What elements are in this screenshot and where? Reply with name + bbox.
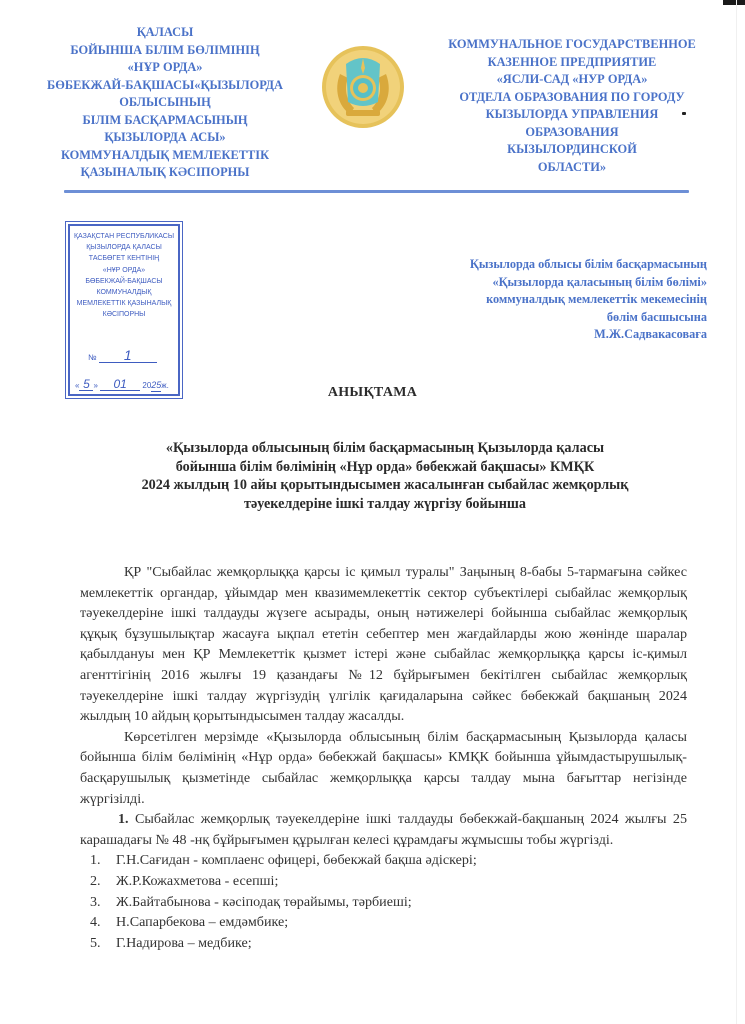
letterhead-russian-line: «ЯСЛИ-САД «НУР ОРДА» (496, 72, 648, 86)
letterhead-russian-line: КОММУНАЛЬНОЕ ГОСУДАРСТВЕННОЕ (448, 37, 696, 51)
letterhead-kazakh-line: БӨБЕКЖАЙ-БАҚШАСЫ«ҚЫЗЫЛОРДА (47, 77, 283, 92)
stamp-date-day: 5 (79, 379, 93, 391)
letterhead-russian-line: ОБРАЗОВАНИЯ (525, 124, 619, 139)
subject-line: бойынша білім бөлімінің «Нұр орда» бөбекжай бақшасы» КМҚК (175, 458, 595, 475)
list-item (90, 871, 687, 892)
scan-speck (682, 112, 686, 115)
document-subject (60, 439, 710, 513)
letterhead-russian-line: КЫЗЫЛОРДА УПРАВЛЕНИЯ (485, 107, 659, 121)
list-item-text: Г.Н.Сағидан - комплаенс офицері, бөбекжай бақша әдіскері; (116, 852, 477, 869)
addressee-line: бөлім басшысына (606, 309, 707, 324)
letterhead-kazakh-line: ОБЛЫСЫНЫҢ (119, 95, 211, 109)
addressee-line: М.Ж.Садвакасоваға (594, 327, 707, 342)
stamp-line: БӨБЕКЖАЙ-БАҚШАСЫ (85, 277, 163, 285)
stamp-number-value: 1 (99, 348, 157, 363)
addressee-line: «Қызылорда қаласының білім бөлімі» (492, 274, 707, 289)
letterhead-kazakh-line: БОЙЫНША БІЛІМ БӨЛІМІНІҢ (70, 42, 260, 57)
list-item-number: 2. (90, 872, 101, 889)
letterhead-kazakh-line: ҚЫЗЫЛОРДА АСЫ» (104, 130, 226, 144)
item-number: 1. (118, 811, 129, 828)
letterhead-russian-line: КАЗЕННОЕ ПРЕДПРИЯТИЕ (487, 54, 657, 69)
list-item-number: 5. (90, 934, 101, 951)
stamp-number-label: № (88, 353, 97, 362)
stamp-date-year-prefix: 20 (142, 381, 152, 390)
letterhead-kazakh-line: ҚАЛАСЫ (136, 25, 194, 39)
stamp-line: ҚАЗАҚСТАН РЕСПУБЛИКАСЫ (73, 233, 175, 240)
document-title: АНЫҚТАМА (327, 385, 418, 400)
letterhead-russian-line: ОБЛАСТИ» (537, 159, 607, 174)
letterhead-russian-line: ОТДЕЛА ОБРАЗОВАНИЯ ПО ГОРОДУ (459, 89, 685, 104)
letterhead-divider (64, 190, 689, 193)
stamp-date-year-unit: ж. (161, 381, 169, 390)
list-item-text: Н.Сапарбекова – емдәмбике; (116, 914, 289, 931)
stamp-line: МЕМЛЕКЕТТІК ҚАЗЫНАЛЫҚ (76, 300, 172, 308)
stamp-line: «НҰР ОРДА» (102, 266, 146, 274)
list-item-number: 3. (90, 893, 101, 910)
item-text: Сыбайлас жемқорлық тәуекелдеріне ішкі талдауды бөбекжай-бақшаның 2024 жылғы 25 карашадағы № 48 -нқ бұйрығымен құрылған келесі құрамдағы жұмысшы тобы жүргізді. (80, 811, 687, 848)
scan-corner-mark (723, 0, 745, 5)
subject-line: 2024 жылдың 10 айы қорытындысымен жасалынған сыбайлас жемқорлық (141, 477, 629, 494)
list-item-text: Г.Надирова – медбике; (116, 934, 252, 951)
list-item (90, 892, 687, 913)
addressee-line: Қызылорда облысы білім басқармасының (469, 257, 707, 271)
list-item-number: 4. (90, 914, 101, 931)
stamp-number-row (88, 348, 176, 363)
list-item-text: Ж.Байтабынова - кәсіподақ төрайымы, тәрбиеші; (116, 893, 412, 910)
addressee-line: коммуналдық мемлекеттік мекемесінің (486, 292, 707, 307)
stamp-line: ҚЫЗЫЛОРДА ҚАЛАСЫ (86, 244, 162, 252)
stamp-date-year-suffix: 25 (151, 380, 161, 392)
kazakhstan-state-emblem-icon (320, 44, 406, 130)
list-item (90, 912, 687, 933)
stamp-date-month: 01 (100, 379, 140, 391)
letterhead-russian-line: КЫЗЫЛОРДИНСКОЙ (507, 142, 637, 156)
list-item-text: Ж.Р.Кожахметова - есепші; (116, 872, 279, 889)
letterhead-kazakh-line: БІЛІМ БАСҚАРМАСЫНЫҢ (82, 112, 248, 127)
stamp-line: КӘСІПОРНЫ (102, 311, 146, 319)
working-group-list (80, 850, 687, 953)
addressee-block (470, 256, 707, 344)
stamp-line: ТАСБӨГЕТ КЕНТІНІҢ (88, 255, 160, 263)
letterhead-kazakh-line: КОММУНАЛДЫҚ МЕМЛЕКЕТТІК (60, 147, 270, 162)
subject-line: тәуекелдеріне ішкі талдау жүргізу бойынша (244, 495, 526, 512)
stamp-line: КОММУНАЛДЫҚ (96, 289, 152, 297)
letterhead-kazakh (40, 24, 290, 182)
letterhead-russian (430, 36, 714, 176)
registration-stamp (68, 224, 180, 396)
subject-line: «Қызылорда облысының білім басқармасының Қызылорда қаласы (165, 440, 605, 456)
stamp-date-quote-open: « (75, 381, 80, 390)
letterhead-kazakh-line: ҚАЗЫНАЛЫҚ КӘСІПОРНЫ (80, 165, 250, 179)
numbered-paragraph (80, 809, 687, 850)
document-body (80, 562, 687, 953)
stamp-date-quote-close: » (93, 381, 98, 390)
letterhead-kazakh-line: «НҰР ОРДА» (127, 60, 203, 74)
list-item-number: 1. (90, 852, 101, 869)
body-paragraph: Көрсетілген мерзімде «Қызылорда облысының білім басқармасының Қызылорда қаласы бойынша білім бөлімінің «Нұр орда» бөбекжай бақшасы» КМҚК бойынша ұйымдастырушылық-басқарушылық қызметінде сыбайлас жемқорлыққа қарсы талдау мына бағыттар негізінде жүргізілді. (80, 728, 687, 807)
list-item (90, 850, 687, 871)
scan-edge (736, 0, 737, 1024)
list-item (90, 933, 687, 954)
body-paragraph: ҚР "Сыбайлас жемқорлыққа қарсы іс қимыл туралы" Заңының 8-бабы 5-тармағына сәйкес мемлекеттік органдар, ұйымдар мен квазимемлекеттік сектор субъектілері сыбайлас жемқорлық тәуекелдеріне ішкі талдауды жүзеге асырады, оның нәтижелері бойынша сыбайлас жемқорлық құқық бұзушылықтар жасауға ықпал ететін себептер мен жағдайларды жою жөнінде шаралар қабылдануы мен ҚР Мемлекеттік қызмет істері және сыбайлас жемқорлыққа қарсы іс-қимыл агенттігінің 2016 жылғы 19 қазандағы №12 бұйрығымен бекітілген сыбайлас жемқорлық тәуекелдеріне ішкі талдау жүргізудің үлгілік қағидаларына сәйкес бөбекжай бақшаның 2024 жылдың 10 айдың қорытындысымен талдау жасалды. (80, 564, 687, 725)
